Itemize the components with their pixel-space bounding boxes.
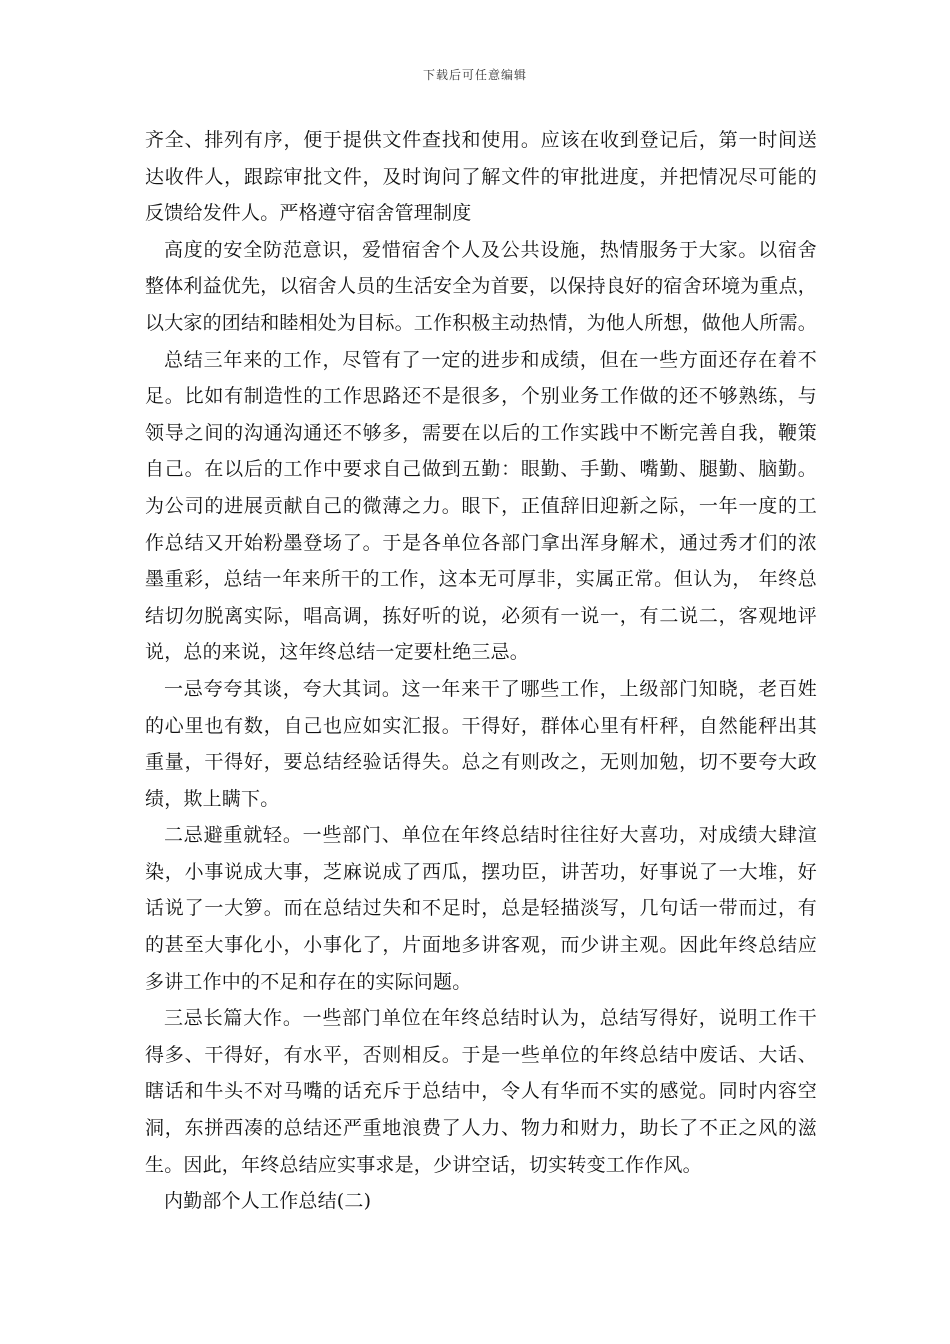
page-header-note: 下载后可任意编辑	[422, 68, 527, 82]
paragraph-3	[145, 342, 817, 671]
text-line: 绩，欺上瞒下。	[145, 787, 280, 810]
text-line: 自己。在以后的工作中要求自己做到五勤：眼勤、手勤、嘴勤、腿勤、脑勤。	[145, 458, 817, 481]
text-line: 的心里也有数，自己也应如实汇报。干得好，群体心里有杆秤，自然能秤出其	[145, 714, 817, 737]
text-line: 足。比如有制造性的工作思路还不是很多，个别业务工作做的还不够熟练，与	[145, 385, 817, 408]
paragraph-4	[145, 671, 817, 817]
text-line: 作总结又开始粉墨登场了。于是各单位各部门拿出浑身解术，通过秀才们的浓	[145, 531, 817, 554]
text-line: 话说了一大箩。而在总结过失和不足时，总是轻描淡写，几句话一带而过，有	[145, 897, 817, 920]
text-line: 总结三年来的工作，尽管有了一定的进步和成绩，但在一些方面还存在着不	[164, 348, 817, 371]
text-line: 整体利益优先，以宿舍人员的生活安全为首要，以保持良好的宿舍环境为重点，	[145, 275, 818, 298]
text-line: 三忌长篇大作。一些部门单位在年终总结时认为，总结写得好，说明工作干	[164, 1007, 817, 1030]
text-line: 二忌避重就轻。一些部门、单位在年终总结时往往好大喜功，对成绩大肆渲	[164, 824, 817, 847]
paragraph-1	[145, 122, 817, 232]
document-body	[145, 122, 817, 1220]
text-line: 以大家的团结和睦相处为目标。工作积极主动热情，为他人所想，做他人所需。	[145, 311, 818, 334]
section-heading	[145, 1183, 817, 1220]
text-line: 领导之间的沟通沟通还不够多，需要在以后的工作实践中不断完善自我，鞭策	[145, 421, 817, 444]
text-line: 为公司的进展贡献自己的微薄之力。眼下，正值辞旧迎新之际，一年一度的工	[145, 494, 817, 517]
text-line: 反馈给发件人。严格遵守宿舍管理制度	[145, 202, 472, 225]
text-line: 瞎话和牛头不对马嘴的话充斥于总结中，令人有华而不实的感觉。同时内容空	[145, 1080, 817, 1103]
text-line: 一忌夸夸其谈，夸大其词。这一年来干了哪些工作，上级部门知晓，老百姓	[164, 677, 817, 700]
text-line: 结切勿脱离实际，唱高调，拣好听的说，必须有一说一，有二说二，客观地评	[145, 604, 817, 627]
text-line: 达收件人，跟踪审批文件，及时询问了解文件的审批进度，并把情况尽可能的	[145, 165, 817, 188]
text-line: 说，总的来说，这年终总结一定要杜绝三忌。	[145, 641, 530, 664]
paragraph-6	[145, 1000, 817, 1183]
text-line: 得多、干得好，有水平，否则相反。于是一些单位的年终总结中废话、大话、	[145, 1043, 817, 1066]
section-title: 内勤部个人工作总结(二)	[164, 1190, 372, 1213]
text-line: 生。因此，年终总结应实事求是，少讲空话，切实转变工作作风。	[145, 1153, 702, 1176]
text-line: 洞，东拼西凑的总结还严重地浪费了人力、物力和财力，助长了不正之风的滋	[145, 1117, 817, 1140]
text-line: 齐全、排列有序，便于提供文件查找和使用。应该在收到登记后，第一时间送	[145, 129, 817, 151]
text-line: 染，小事说成大事，芝麻说成了西瓜，摆功臣，讲苦功，好事说了一大堆，好	[145, 860, 817, 883]
paragraph-2	[145, 232, 817, 342]
text-line: 的甚至大事化小，小事化了，片面地多讲客观，而少讲主观。因此年终总结应	[145, 934, 817, 957]
paragraph-5	[145, 817, 817, 1000]
text-line: 重量，干得好，要总结经验话得失。总之有则改之，无则加勉，切不要夸大政	[145, 751, 817, 774]
text-line: 墨重彩，总结一年来所干的工作，这本无可厚非，实属正常。但认为， 年终总	[145, 568, 817, 591]
text-line: 多讲工作中的不足和存在的实际问题。	[145, 970, 472, 993]
text-line: 高度的安全防范意识，爱惜宿舍个人及公共设施，热情服务于大家。以宿舍	[164, 238, 817, 261]
